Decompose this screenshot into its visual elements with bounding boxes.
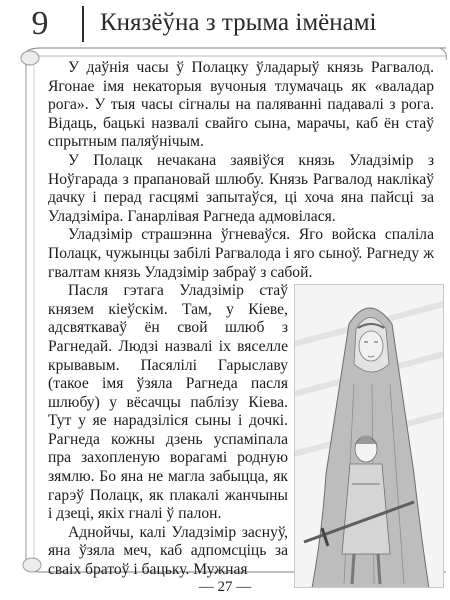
page-number: — 27 — xyxy=(198,579,252,595)
illustration-rogneda-and-son xyxy=(294,284,444,588)
illustration-drawing xyxy=(294,284,444,588)
chapter-header xyxy=(0,0,450,50)
paragraph-5: Аднойчы, калі Уладзімір заснуў, яна ўзяла меч, каб адпомсціць за сваіх братоў і бацьку. Мужная xyxy=(48,523,288,579)
chapter-number: 9 xyxy=(31,5,49,42)
paragraph-1: У даўнія часы ў Полацку ўладарыў князь Рагвалод. Ягонае імя некаторыя вучоныя тлумачаць як «валадар рога». У тыя часы сігналы на паляванні падавалі з рога. Відаць, бацькі назвалі свайго сына, марачы, каб ён стаў спрытным паляўнічым. xyxy=(48,59,434,151)
paragraph-2: У Полацк нечакана заявіўся князь Уладзімір з Ноўгарада з прапановай шлюбу. Князь Рагвалод наклікаў дачку і перад гасцямі запытаўся, ці хоча яна пайсці за Уладзіміра. Ганарлівая Рагнеда адмовілася. xyxy=(48,151,434,225)
chapter-title: Князёўна з трыма імёнамі xyxy=(100,9,377,36)
chapter-text xyxy=(48,59,434,588)
paragraph-4: Пасля гэтага Уладзімір стаў князем кіеўскім. Там, у Кіеве, адсвяткаваў ён свой шлюб з Рагнедай. Людзі назвалі іх вяселле крывавым. Пасялілі Гарыславу (такое імя ўзяла Рагнеда пасля шлюбу) у вёсачцы паблізу Кіева. Тут у яе нарадзіліся сыны і дочкі. Рагнеда кожны дзень успаміпала пра захопленую ворагамі родную зямлю. Бо яна не магла забыцца, як гарэў Полацк, як плакалі жанчыны і дзеці, якіх гналі ў палон. xyxy=(48,282,288,523)
header-divider xyxy=(82,6,84,42)
paragraph-3: Уладзімір страшэнна ўгневаўся. Яго войска спаліла Полацк, чужынцы забілі Рагвалода і яго сыноў. Рагнеду ж гвалтам князь Уладзімір забраў з сабой. xyxy=(48,226,434,281)
